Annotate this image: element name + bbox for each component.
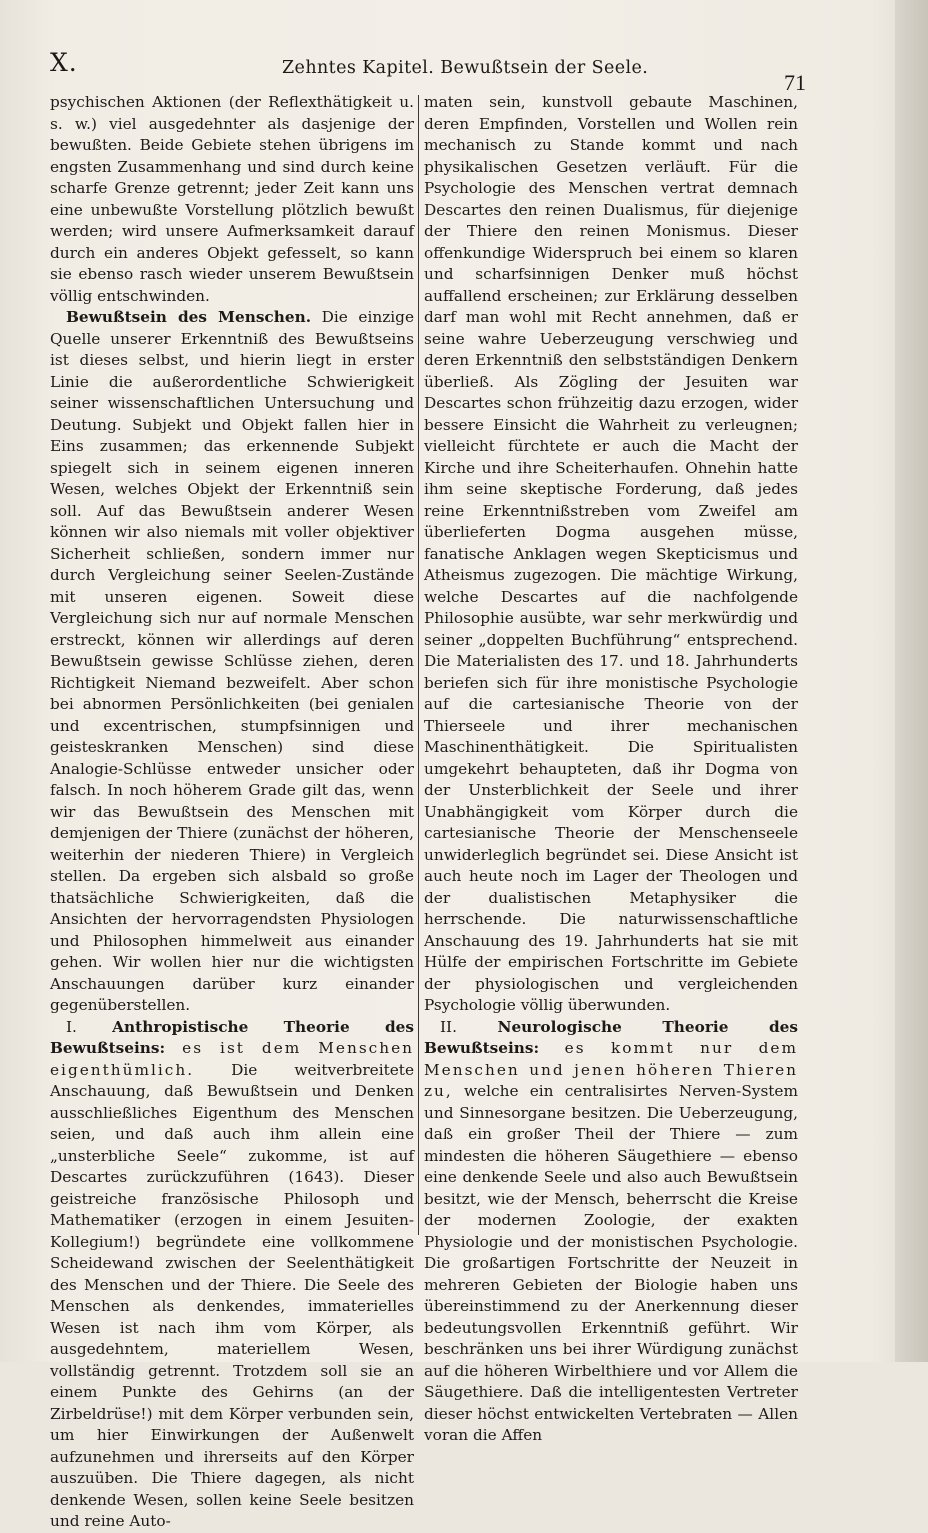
running-title: Zehntes Kapitel. Bewußtsein der Seele. — [282, 58, 649, 78]
spaced-thesis-neurological: es kommt nur dem Menschen und jenen höheren Thieren zu, — [424, 1039, 798, 1100]
paragraph-human-consciousness-text: Die einzige Quelle unserer Erkenntniß des Bewußtseins ist dieses selbst, und hierin liegt in erster Linie die außerordentliche Schwierigkeit seiner wissenschaftlichen Untersuchung und Deutung. Subjekt und Objekt fallen hier in Eins zusammen; das erkennende Subjekt spiegelt sich in seinem eigenen inneren Wesen, welches Objekt der Erkenntniß sein soll. Auf das Bewußtsein anderer Wesen können wir also niemals mit voller objektiver Sicherheit schließen, sondern immer nur durch Vergleichung seiner Seelen-Zustände mit unseren eigenen. Soweit diese Vergleichung sich nur auf normale Menschen erstreckt, können wir allerdings auf deren Bewußtsein gewisse Schlüsse ziehen, deren Richtigkeit Niemand bezweifelt. Aber schon bei abnormen Persönlichkeiten (bei genialen und excentrischen, stumpfsinnigen und geisteskranken Menschen) sind diese Analogie-Schlüsse entweder unsicher oder falsch. In noch höherem Grade gilt das, wenn wir das Bewußtsein des Menschen mit demjenigen der Thiere (zunächst der höheren, weiterhin der niederen Thiere) in Vergleich stellen. Da ergeben sich alsbald so große thatsächliche Schwierigkeiten, daß die Ansichten der hervorragendsten Physiologen und Philosophen himmelweit aus einander gehen. Wir wollen hier nur die wichtigsten Anschauungen darüber kurz einander gegenüberstellen. — [50, 308, 414, 1014]
paragraph-descartes-machines: maten sein, kunstvoll gebaute Maschinen, deren Empfinden, Vorstellen und Wollen rein mechanisch zu Stande kommt und nach physikalischen Gesetzen verläuft. Für die Psychologie des Menschen vertrat demnach Descartes den reinen Dualismus, für diejenige der Thiere den reinen Monismus. Dieser offenkundige Widerspruch bei einem so klaren und scharfsinnigen Denker muß höchst auffallend erscheinen; zur Erklärung desselben darf man wohl mit Recht annehmen, daß er seine wahre Ueberzeugung verschwieg und deren Erkenntniß den selbstständigen Denkern überließ. Als Zögling der Jesuiten war Descartes schon frühzeitig dazu erzogen, wider bessere Einsicht die Wahrheit zu verleugnen; vielleicht fürchtete er auch die Macht der Kirche und ihre Scheiterhaufen. Ohnehin hatte ihm seine skeptische Forderung, daß jedes reine Erkenntnißstreben vom Zweifel am überlieferten Dogma ausgehen müsse, fanatische Anklagen wegen Skepticismus und Atheismus zugezogen. Die mächtige Wirkung, welche Descartes auf die nachfolgende Philosophie ausübte, war sehr merkwürdig und seiner „doppelten Buchführung“ entsprechend. Die Materialisten des 17. und 18. Jahrhunderts beriefen sich für ihre monistische Psychologie auf die cartesianische Theorie von der Thierseele und ihrer mechanischen Maschinenthätigkeit. Die Spiritualisten umgekehrt behaupteten, daß ihr Dogma von der Unsterblichkeit der Seele und ihrer Unabhängigkeit vom Körper durch die cartesianische Theorie der Menschenseele unwiderleglich begründet sei. Diese Ansicht ist auch heute noch im Lager der Theologen und der dualistischen Metaphysiker die herrschende. Die naturwissenschaftliche Anschauung des 19. Jahrhunderts hat sie mit Hülfe der empirischen Fortschritte im Gebiete der physiologischen und vergleichenden Psychologie völlig überwunden. — [424, 93, 798, 1014]
section-heading-anthropistic-theory: Anthropistische Theorie des Bewußtseins: — [50, 1017, 414, 1057]
chapter-numeral: X. — [50, 48, 78, 77]
column-divider — [418, 95, 419, 1235]
spaced-thesis-anthropistic: es ist dem Menschen eigenthümlich. — [50, 1039, 414, 1079]
paragraph-neurological-text: welche ein centralisirtes Nerven-System und Sinnesorgane besitzen. Die Ueberzeugung, daß ein großer Theil der Thiere — zum mindesten die höheren Säugethiere — ebenso eine denkende Seele und also auch Bewußtsein besitzt, wie der Mensch, beherrscht die Kreise der modernen Zoologie, der exakten Physiologie und der monistischen Psychologie. Die großartigen Fortschritte der Neuzeit in mehreren Gebieten der Biologie haben uns übereinstimmend zu der Anerkennung dieser bedeutungsvollen Erkenntniß geführt. Wir beschränken uns bei ihrer Würdigung zunächst auf die höheren Wirbelthiere und vor Allem die Säugethiere. Daß die intelligentesten Vertreter dieser höchst entwickelten Vertebraten — Allen voran die Affen — [424, 1082, 798, 1444]
section-heading-human-consciousness: Bewußtsein des Menschen. — [66, 308, 312, 326]
page-header — [50, 48, 820, 95]
book-gutter — [895, 0, 928, 1362]
section-number-1: I. — [66, 1017, 77, 1036]
section-number-2: II. — [440, 1017, 457, 1036]
section-heading-neurological-theory: Neurologische Theorie des Bewußtseins: — [424, 1017, 798, 1057]
paragraph-anthropistic-theory — [50, 1017, 414, 1533]
paragraph-human-consciousness — [50, 307, 414, 1017]
paragraph-neurological-theory — [424, 1017, 798, 1447]
right-column — [424, 92, 798, 1444]
page-number: 71 — [784, 70, 806, 95]
paragraph-unconscious-actions: psychischen Aktionen (der Reflexthätigkeit u. s. w.) viel ausgedehnter als dasjenige der bewußten. Beide Gebiete stehen übrigens im engsten Zusammenhang und sind durch keine scharfe Grenze getrennt; jeder Zeit kann uns eine unbewußte Vorstellung plötzlich bewußt werden; wird unsere Aufmerksamkeit darauf durch ein anderes Objekt gefesselt, so kann sie ebenso rasch wieder unserem Bewußtsein völlig entschwinden. — [50, 93, 414, 305]
left-column — [50, 92, 414, 1530]
paragraph-anthropistic-text: Die weitverbreitete Anschauung, daß Bewußtsein und Denken ausschließliches Eigenthum des Menschen seien, und daß auch ihm allein eine „unsterbliche Seele“ zukomme, ist auf Descartes zurückzuführen (1643). Dieser geistreiche französische Philosoph und Mathematiker (erzogen in einem Jesuiten-Kollegium!) begründete eine vollkommene Scheidewand zwischen der Seelenthätigkeit des Menschen und der Thiere. Die Seele des Menschen als denkendes, immaterielles Wesen ist nach ihm vom Körper, als ausgedehntem, materiellem Wesen, vollständig getrennt. Trotzdem soll sie an einem Punkte des Gehirns (an der Zirbeldrüse!) mit dem Körper verbunden sein, um hier Einwirkungen der Außenwelt aufzunehmen und ihrerseits auf den Körper auszuüben. Die Thiere dagegen, als nicht denkende Wesen, sollen keine Seele besitzen und reine Auto- — [50, 1060, 414, 1530]
